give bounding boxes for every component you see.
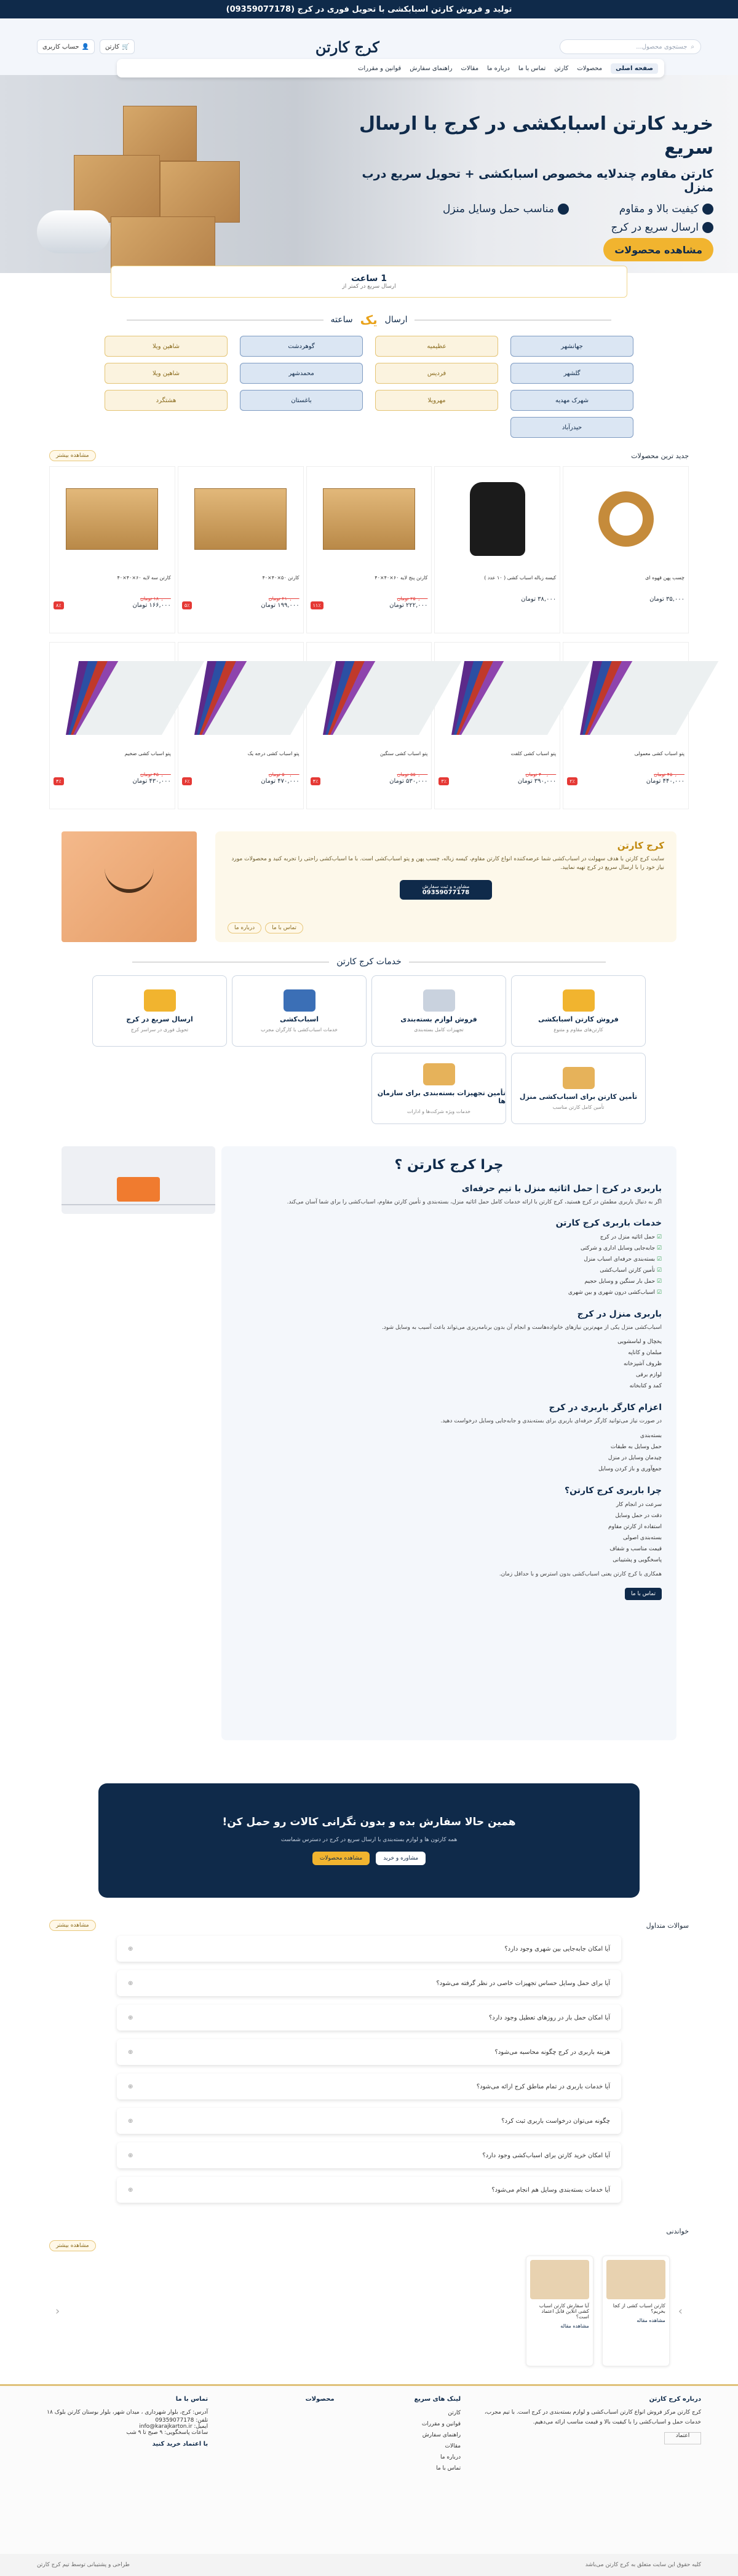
product-price-row [563,777,688,785]
city-button[interactable]: گلشهر [510,363,633,384]
box-icon [558,204,569,215]
nav-item-contact[interactable]: تماس با ما [518,65,546,72]
nav-item-products[interactable]: محصولات [577,65,603,72]
why-content [221,1146,676,1740]
footer-email-label: ایمیل: [194,2423,208,2430]
city-button[interactable]: جهانشهر [510,336,633,357]
service-icon [563,1067,595,1089]
faq-title: سوالات متداول [646,1921,689,1930]
products-title: جدید ترین محصولات [631,451,689,460]
hero-subtitle: کارتن مقاوم چندلایه مخصوص اسبابکشی + تحویل سریع درب منزل [362,167,713,194]
service-icon [423,989,455,1012]
hero-title: خرید کارتن اسبابکشی در کرج با ارسال سریع [359,113,713,159]
faq-item[interactable] [117,2039,621,2065]
footer-products [220,2396,334,2554]
list-item: دقت در حمل وسایل [615,1512,662,1519]
products-header [49,450,689,461]
product-image [435,643,560,747]
truck-icon [702,222,713,233]
product-image [307,467,432,571]
product-price-row [50,601,175,609]
why-workers-list [236,1430,662,1475]
search-input[interactable] [560,39,701,54]
delivery-notice [111,266,627,298]
list-item: چیدمان وسایل در منزل [608,1454,662,1461]
cta-title: همین حالا سفارش بده و بدون نگرانی کالات رو حمل کن! [222,1816,516,1828]
plus-icon[interactable]: ⊕ [128,2083,133,2090]
cities-title-highlight: یک [360,312,378,327]
product-name[interactable]: کیسه زباله اسباب کشی ( ۱۰ عدد ) [484,575,557,581]
product-image [563,643,688,747]
product-image [178,467,303,571]
truck-city-illustration [62,1146,215,1214]
product-name[interactable]: پتو اسباب کشی معمولی [634,751,684,756]
plus-icon[interactable]: ⊕ [128,2152,133,2159]
product-image [435,467,560,571]
product-old-price: ۵۵۰,۰۰۰ تومان [397,772,428,777]
product-name[interactable]: چسب پهن قهوه ای [645,575,684,581]
blog-card[interactable] [526,2256,593,2366]
product-name[interactable]: کارتن ۵۰×۴۰×۴۰ [262,575,300,581]
faq-question: آیا امکان خرید کارتن برای اسباب‌کشی وجود دارد؟ [482,2152,610,2159]
cities-title [0,312,738,327]
services-grid [92,975,646,1124]
service-card[interactable] [232,975,367,1047]
phone-number: 09359077178 [422,889,470,896]
cart-icon: 🛒 [122,43,130,50]
faq-question: آیا امکان حمل بار در روزهای تعطیل وجود دارد؟ [488,2014,610,2021]
hero-feature [587,203,713,215]
why-section [62,1146,676,1740]
plus-icon[interactable]: ⊕ [128,1980,133,1987]
notice-title: 1 ساعت [351,274,387,283]
why-heading: خدمات باربری کرج کارتن [555,1218,662,1229]
faq-question: چگونه می‌توان درخواست باربری ثبت کرد؟ [501,2117,610,2125]
product-old-price: ۴۰۰,۰۰۰ تومان [525,772,557,777]
faq-item[interactable] [117,2142,621,2168]
footer-link[interactable]: کارتن [448,2410,461,2416]
blog-card-title: کارتن اسباب کشی از کجا بخریم؟ [613,2303,665,2314]
discount-badge: ۵٪ [182,601,192,609]
footer-heading: با اعتماد خرید کنید [152,2441,208,2448]
faq-question: آیا برای حمل وسایل حساس تجهیزات خاصی در نظر گرفته می‌شود؟ [436,1980,610,1987]
faq-question: آیا امکان جابه‌جایی بین شهری وجود دارد؟ [504,1945,610,1952]
product-old-price: ۴۵۰,۰۰۰ تومان [654,772,684,777]
cities-grid [105,336,633,438]
footer-contact [37,2396,208,2554]
cta-consult-button[interactable]: مشاوره و خرید [376,1852,426,1865]
cities-title-pre: ارسال [384,315,408,325]
faq-question: هزینه باربری در کرج چگونه محاسبه می‌شود؟ [494,2048,610,2056]
faq-item[interactable] [117,2108,621,2134]
list-item: ظروف آشپزخانه [623,1361,662,1368]
footer-hours-label: ساعات پاسخگویی: [164,2430,208,2436]
why-home-list [236,1336,662,1392]
products-more-button[interactable]: مشاهده بیشتر [49,450,96,461]
footer-link[interactable]: مقالات [445,2443,461,2449]
blog-card-title: آیا سفارش کارتن اسباب کشی انلاین قابل اعتماد است؟ [539,2303,589,2320]
why-paragraph: همکاری با کرج کارتن یعنی اسباب‌کشی بدون استرس و با حداقل زمان. [499,1571,662,1577]
blog-card[interactable] [602,2256,670,2366]
product-old-price: ۴۵۰,۰۰۰ تومان [140,772,171,777]
product-price-row [307,601,432,609]
services-title-text: خدمات کرج کارتن [336,957,402,967]
discount-badge: ۶٪ [182,777,192,785]
product-name[interactable]: پتو اسباب کشی کلفت [510,751,557,756]
view-products-button[interactable]: مشاهده محصولات [603,238,713,261]
footer-address: آدرس: کرج، بلوار شهرداری ، میدان شهر، بلوار بوستان کارتن بلوک ۱۸ [47,2409,208,2415]
nav-item-carton[interactable]: کارتن [554,65,569,72]
city-button[interactable]: شاهین ویلا [105,336,228,357]
product-image [563,467,688,571]
product-card[interactable] [49,466,175,633]
city-button[interactable]: حیدرآباد [510,417,633,438]
city-button[interactable]: هشتگرد [105,390,228,411]
why-contact-button[interactable]: تماس با ما [625,1588,662,1600]
footer-phone-label: تلفن: [196,2417,208,2424]
faq-item[interactable] [117,1970,621,1996]
shield-icon [702,204,713,215]
blog-thumbnail [606,2260,665,2299]
why-reasons-list [236,1499,662,1566]
product-card[interactable] [563,466,689,633]
product-card[interactable] [306,466,432,633]
product-old-price: ۵۰۰,۰۰۰ تومان [268,772,300,777]
product-price-row [50,777,175,785]
list-item: قیمت مناسب و شفاف [609,1545,662,1552]
footer-link[interactable]: تماس با ما [436,2465,461,2471]
why-services-list [236,1232,662,1298]
hero-feature-label: مناسب حمل وسایل منزل [443,203,554,215]
smiling-box-image [62,831,197,942]
topbar-text: تولید و فروش کارتن اسبابکشی با تحویل فوری در کرج (09359077178) [226,4,512,14]
product-card[interactable] [434,466,560,633]
product-name[interactable]: پتو اسباب کشی ضخیم [124,751,171,756]
blog-title: خواندنی [666,2227,689,2235]
promo-card [215,831,676,942]
product-price-row [307,777,432,785]
faq-list [117,1936,621,2203]
footer-phone[interactable]: 09359077178 [155,2417,194,2424]
city-button[interactable]: شهرک مهدیه [510,390,633,411]
why-title: چرا کرج کارتن ؟ [394,1157,504,1173]
product-image [307,643,432,747]
city-button[interactable]: مهرویلا [375,390,498,411]
plus-icon[interactable]: ⊕ [128,1945,133,1952]
service-title: فروش لوازم بسته‌بندی [400,1015,477,1023]
product-image [50,467,175,571]
list-item: بسته‌بندی اصولی [623,1534,662,1541]
list-item: ☑ حمل اثاثیه منزل در کرج [236,1232,662,1243]
plus-icon[interactable]: ⊕ [128,2014,133,2021]
footer-link[interactable]: راهنمای سفارش [422,2432,461,2438]
product-price: ۳۸,۰۰۰ تومان [521,596,557,603]
service-card[interactable] [511,1053,646,1124]
user-icon: 👤 [81,43,89,50]
trust-badge[interactable]: اعتماد [664,2432,701,2444]
list-item: بسته‌بندی [640,1432,662,1439]
faq-question: آیا خدمات بسته‌بندی وسایل هم انجام می‌شود؟ [491,2186,610,2194]
blog-card-link[interactable]: مشاهده مقاله [637,2318,665,2323]
cart-label: کارتن [105,43,120,50]
footer-heading: تماس با ما [175,2396,208,2403]
product-card[interactable] [49,642,175,809]
promo-title: کرج کارتن [617,840,664,851]
why-heading: باربری منزل در کرج [577,1309,662,1320]
search-icon[interactable]: ⌕ [691,43,694,50]
cities-title-post: ساعته [330,315,353,325]
footer [0,2384,738,2554]
main-nav [117,59,664,77]
products-grid [49,466,689,809]
blog-header [49,2227,689,2235]
product-price: ۴۷۰,۰۰۰ تومان [261,778,300,785]
cta-text: همه کارتون ها و لوازم بسته‌بندی با ارسال سریع در کرج در دسترس شماست [280,1837,458,1843]
list-item: ☑ جابه‌جایی وسایل اداری و شرکتی [236,1243,662,1254]
list-item: کمد و کتابخانه [629,1383,662,1390]
footer-links [347,2396,461,2554]
service-title: فروش کارتن اسبابکشی [538,1015,619,1023]
product-name[interactable]: کارتن سه لایه ۶۰×۴۰×۴۰ [117,575,171,581]
hero-feature-label: ارسال سریع در کرج [611,221,699,234]
nav-item-guide[interactable]: راهنمای سفارش [410,65,453,72]
login-button[interactable] [37,39,95,54]
blog-more-wrap [49,2240,689,2249]
phone-box[interactable] [400,880,492,900]
discount-badge: ۴٪ [54,777,64,785]
why-heading: باربری در کرج | حمل اثاثیه منزل با تیم حرفه‌ای [461,1184,662,1194]
footer-link[interactable]: درباره ما [440,2454,461,2460]
city-button[interactable]: باغستان [240,390,363,411]
discount-badge: ۳٪ [438,777,449,785]
cart-button[interactable] [100,39,135,54]
hero-feature-label: کیفیت بالا و مقاوم [619,203,699,215]
hero-boxes-image [37,87,271,272]
blog-thumbnail [530,2260,589,2299]
service-title: تأمین تجهیزات بسته‌بندی برای سازمان ها [377,1088,506,1105]
product-price: ۳۵,۰۰۰ تومان [649,596,684,603]
faq-header [49,1920,689,1931]
faq-item[interactable] [117,2074,621,2099]
faq-question: آیا خدمات باربری در تمام مناطق کرج ارائه می‌شود؟ [476,2083,610,2090]
footer-link[interactable]: قوانین و مقررات [421,2421,461,2427]
hero-banner [0,75,738,273]
promo-text: سایت کرج کارتن با هدف سهولت در اسباب‌کشی شما عرضه‌کننده انواع کارتن مقاوم، کیسه زباله، چسب پهن و پتو اسباب‌کشی است. با ما اسباب‌کشی راحتی را تجربه کنید و محصولات مورد نیاز خود را با ارسال سریع در کرج تهیه نمایید. [231,856,664,871]
nav-item-rules[interactable]: قوانین و مقررات [357,65,402,72]
city-button[interactable]: محمدشهر [240,363,363,384]
list-item: پاسخگویی و پشتیبانی [613,1556,662,1563]
faq-item[interactable] [117,2005,621,2031]
service-title: تأمین کارتن برای اسباب‌کشی منزل [519,1093,638,1101]
about-promo [62,831,676,942]
product-price: ۳۹۰,۰۰۰ تومان [517,778,557,785]
footer-email[interactable]: info@karajkarton.ir [139,2423,192,2430]
notice-subtitle: ارسال سریع در کمتر از [342,283,396,290]
discount-badge: ۲٪ [567,777,577,785]
faq-item[interactable] [117,2177,621,2203]
faq-item[interactable] [117,1936,621,1962]
cta-banner [98,1783,640,1898]
service-desc: تجهیزات کامل بسته‌بندی [414,1027,464,1032]
blog-carousel [49,2253,689,2369]
nav-item-articles[interactable]: مقالات [461,65,479,72]
service-desc: تحویل فوری در سراسر کرج [130,1027,189,1032]
list-item: حمل وسایل به طبقات [610,1443,662,1450]
product-price-row [435,596,560,603]
city-button[interactable]: فردیس [375,363,498,384]
service-desc: خدمات ویژه شرکت‌ها و ادارات [407,1108,471,1114]
product-name[interactable]: پتو اسباب کشی درجه یک [247,751,300,756]
nav-item-about[interactable]: درباره ما [487,65,510,72]
list-item: مبلمان و کاناپه [628,1350,662,1357]
phone-label: مشاوره و ثبت سفارش [422,883,470,889]
carousel-next-icon[interactable]: › [678,2304,683,2318]
why-paragraph: اسباب‌کشی منزل یکی از مهم‌ترین نیازهای خانواده‌هاست و انجام آن بدون برنامه‌ریزی می‌تواند باعث آسیب به وسایل شود. [381,1325,662,1331]
product-old-price: ۱۸۰,۰۰۰ تومان [140,596,171,601]
plus-icon[interactable]: ⊕ [128,2048,133,2056]
blog-more-button[interactable]: مشاهده بیشتر [49,2240,96,2251]
why-heading: اعزام کارگر باربری در کرج [549,1403,662,1413]
city-button[interactable]: گوهردشت [240,336,363,357]
product-price: ۵۳۰,۰۰۰ تومان [389,778,428,785]
list-item: لوازم برقی [636,1372,662,1379]
service-title: اسباب‌کشی [280,1015,319,1023]
city-button[interactable]: شاهین ویلا [105,363,228,384]
service-icon [563,989,595,1012]
product-price: ۴۴۰,۰۰۰ تومان [646,778,684,785]
contact-button[interactable]: تماس با ما [265,922,303,933]
service-desc: تأمین کامل کارتن مناسب [552,1104,605,1110]
product-old-price: ۲۵۰,۰۰۰ تومان [397,596,428,601]
footer-heading: محصولات [305,2396,335,2403]
product-old-price: ۲۱۰,۰۰۰ تومان [268,596,300,601]
hero-feature [443,203,569,215]
footer-hours: ۹ صبح تا ۹ شب [126,2430,163,2436]
why-heading: چرا باربری کرج کارتن؟ [565,1485,662,1496]
list-item: ☑ بسته‌بندی حرفه‌ای اسباب منزل [236,1254,662,1265]
copyright-left: طراحی و پشتیبانی توسط تیم کرج کارتن [37,2562,130,2568]
plus-icon[interactable]: ⊕ [128,2117,133,2125]
product-price: ۴۳۰,۰۰۰ تومان [132,778,171,785]
discount-badge: ۱۱٪ [311,601,323,609]
product-card[interactable] [178,466,304,633]
copyright-bar [0,2554,738,2576]
service-icon [144,989,176,1012]
product-name[interactable]: کارتن پنج لایه ۶۰×۴۰×۴۰ [375,575,428,581]
service-card[interactable] [92,975,227,1047]
footer-about-text: کرج کارتن مرکز فروش انواع کارتن اسباب‌کشی و لوازم بسته‌بندی در کرج است. با تیم مجرب، خدمات حمل و اسباب‌کشی را با کیفیت بالا و قیمت مناسب ارائه می‌دهیم. [484,2409,701,2426]
why-paragraph: در صورت نیاز می‌توانید کارگر حرفه‌ای باربری برای بسته‌بندی و جابه‌جایی وسایل درخواست دهید. [440,1418,662,1425]
product-name[interactable]: پتو اسباب کشی سنگین [380,751,428,756]
discount-badge: ۸٪ [54,601,64,609]
list-item: ☑ اسباب‌کشی درون شهری و بین شهری [236,1287,662,1298]
product-price-row [178,601,303,609]
footer-about [473,2396,701,2554]
list-item: جمع‌آوری و باز کردن وسایل [598,1465,662,1472]
search-placeholder: جستجوی محصول... [636,43,688,50]
list-item: استفاده از کارتن مقاوم [608,1523,662,1530]
product-image [178,643,303,747]
service-icon [284,989,315,1012]
why-paragraph: اگر به دنبال باربری مطمئن در کرج هستید، کرج کارتن با ارائه خدمات کامل حمل اثاثیه منزل، بسته‌بندی و تأمین کارتن مقاوم، اسباب‌کشی را برای شما آسان می‌کند. [287,1199,662,1205]
city-button[interactable]: عظیمیه [375,336,498,357]
list-item: ☑ حمل بار سنگین و وسایل حجیم [236,1276,662,1287]
product-price-row [178,777,303,785]
product-price-row [563,596,688,603]
service-title: ارسال سریع در کرج [126,1015,193,1023]
carousel-prev-icon[interactable]: ‹ [55,2304,60,2318]
product-price: ۱۶۶,۰۰۰ تومان [132,602,171,609]
plus-icon[interactable]: ⊕ [128,2186,133,2194]
list-item: ☑ تأمین کارتن اسباب‌کشی [236,1265,662,1276]
footer-heading: درباره کرج کارتن [649,2396,701,2403]
product-image [50,643,175,747]
product-price: ۲۲۲,۰۰۰ تومان [389,602,428,609]
service-desc: کارتن‌های مقاوم و متنوع [554,1027,603,1032]
hero-feature [587,221,713,234]
service-card[interactable] [371,975,506,1047]
topbar [0,0,738,18]
blog-card-link[interactable]: مشاهده مقاله [560,2323,589,2329]
discount-badge: ۴٪ [311,777,321,785]
product-price: ۱۹۹,۰۰۰ تومان [261,602,300,609]
service-icon [423,1063,455,1085]
footer-heading: لینک های سریع [414,2396,461,2403]
service-desc: خدمات اسباب‌کشی با کارگران مجرب [261,1027,338,1032]
login-label: حساب کاربری [42,43,79,50]
faq-more-button[interactable]: مشاهده بیشتر [49,1920,96,1931]
list-item: یخچال و لباسشویی [617,1339,662,1345]
about-button[interactable]: درباره ما [228,922,261,933]
nav-item-home[interactable]: صفحه اصلی [611,63,658,74]
cta-products-button[interactable]: مشاهده محصولات [312,1852,370,1865]
service-card[interactable] [371,1053,506,1124]
service-card[interactable] [511,975,646,1047]
copyright-right: کلیه حقوق این سایت متعلق به کرج کارتن می‌باشد [585,2562,701,2568]
site-logo[interactable]: کرج کارتن [315,38,379,56]
services-title [0,957,738,967]
list-item: سرعت در انجام کار [616,1501,662,1508]
product-price-row [435,777,560,785]
